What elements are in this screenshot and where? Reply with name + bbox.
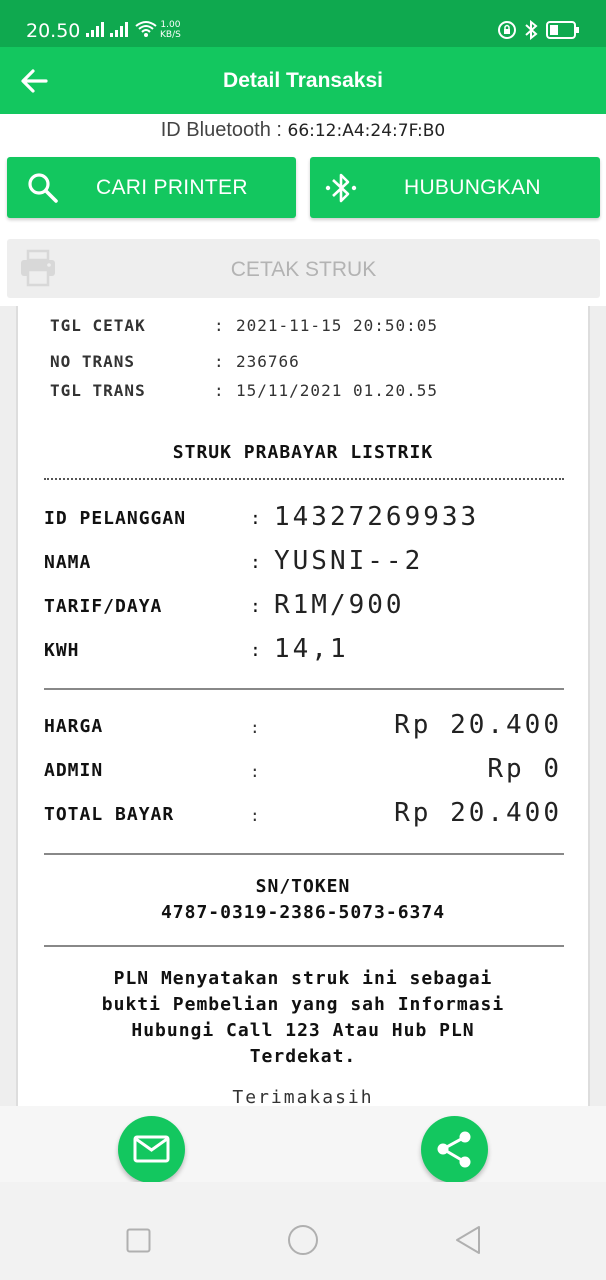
notice-line: PLN Menyatakan struk ini sebagai (113, 968, 493, 989)
receipt (16, 306, 590, 1106)
payment-sep: : (250, 718, 261, 737)
connect-button[interactable] (310, 157, 600, 218)
receipt-heading: STRUK PRABAYAR LISTRIK (172, 442, 434, 463)
customer-value: YUSNI--2 (274, 546, 424, 576)
customer-label: ID PELANGGAN (44, 508, 187, 529)
payment-label: ADMIN (44, 760, 104, 781)
payment-value: Rp 0 (487, 754, 562, 784)
divider (44, 853, 564, 855)
customer-sep: : (250, 508, 262, 529)
status-time: 20.50 (26, 20, 81, 42)
app-bar (0, 47, 606, 114)
divider (44, 945, 564, 947)
meta-value: 236766 (236, 352, 300, 371)
battery-icon (546, 21, 580, 39)
network-speed: 1.00 KB/S (160, 20, 181, 40)
signal-icon (86, 22, 106, 38)
customer-value: 14,1 (274, 634, 349, 664)
share-button[interactable] (421, 1116, 488, 1183)
bluetooth-mac: 66:12:A4:24:7F:B0 (287, 121, 446, 141)
share-icon (421, 1116, 488, 1183)
lock-rotation-icon (497, 20, 517, 40)
receipt-scroll-area[interactable] (0, 306, 606, 1106)
meta-value: 15/11/2021 01.20.55 (236, 381, 439, 400)
signal-icon (110, 22, 130, 38)
bluetooth-icon (324, 169, 358, 207)
customer-value: 14327269933 (274, 502, 480, 532)
meta-label: NO TRANS (50, 352, 136, 371)
search-printer-button[interactable] (7, 157, 296, 218)
bluetooth-id (0, 119, 606, 142)
customer-value: R1M/900 (274, 590, 405, 620)
search-icon (26, 171, 60, 205)
meta-sep: : (214, 352, 225, 371)
system-nav-bar (0, 1182, 606, 1280)
payment-value: Rp 20.400 (394, 710, 562, 740)
customer-label: NAMA (44, 552, 92, 573)
divider (44, 478, 564, 480)
connect-label: HUBUNGKAN (404, 176, 541, 199)
payment-label: HARGA (44, 716, 104, 737)
back-icon[interactable] (454, 1225, 482, 1255)
meta-label: TGL TRANS (50, 381, 146, 400)
print-receipt-button[interactable] (7, 239, 600, 298)
meta-sep: : (214, 381, 225, 400)
email-button[interactable] (118, 1116, 185, 1183)
search-printer-label: CARI PRINTER (96, 176, 248, 199)
notice-line: Hubungi Call 123 Atau Hub PLN (131, 1020, 475, 1041)
customer-sep: : (250, 596, 262, 617)
meta-label: TGL CETAK (50, 316, 146, 335)
payment-value: Rp 20.400 (394, 798, 562, 828)
mail-icon (118, 1116, 185, 1183)
print-receipt-label: CETAK STRUK (230, 258, 377, 281)
page-title: Detail Transaksi (223, 69, 383, 92)
token-value: 4787-0319-2386-5073-6374 (160, 902, 446, 923)
customer-sep: : (250, 552, 262, 573)
payment-sep: : (250, 806, 261, 825)
meta-sep: : (214, 316, 225, 335)
meta-value: 2021-11-15 20:50:05 (236, 316, 439, 335)
bluetooth-status-icon (524, 20, 538, 40)
wifi-icon (134, 20, 158, 38)
thanks-text: Terimakasih (232, 1087, 374, 1106)
customer-label: KWH (44, 640, 80, 661)
payment-sep: : (250, 762, 261, 781)
recents-icon[interactable] (126, 1228, 151, 1253)
notice-line: Terdekat. (249, 1046, 357, 1067)
bluetooth-id-label: ID Bluetooth : (160, 119, 288, 141)
divider (44, 688, 564, 690)
customer-sep: : (250, 640, 262, 661)
notice-line: bukti Pembelian yang sah Informasi (101, 994, 505, 1015)
status-bar (0, 0, 606, 47)
payment-label: TOTAL BAYAR (44, 804, 175, 825)
status-icons-right (497, 20, 580, 40)
home-icon[interactable] (287, 1224, 319, 1256)
bottom-action-bar (0, 1106, 606, 1182)
customer-label: TARIF/DAYA (44, 596, 163, 617)
token-label: SN/TOKEN (255, 876, 351, 897)
